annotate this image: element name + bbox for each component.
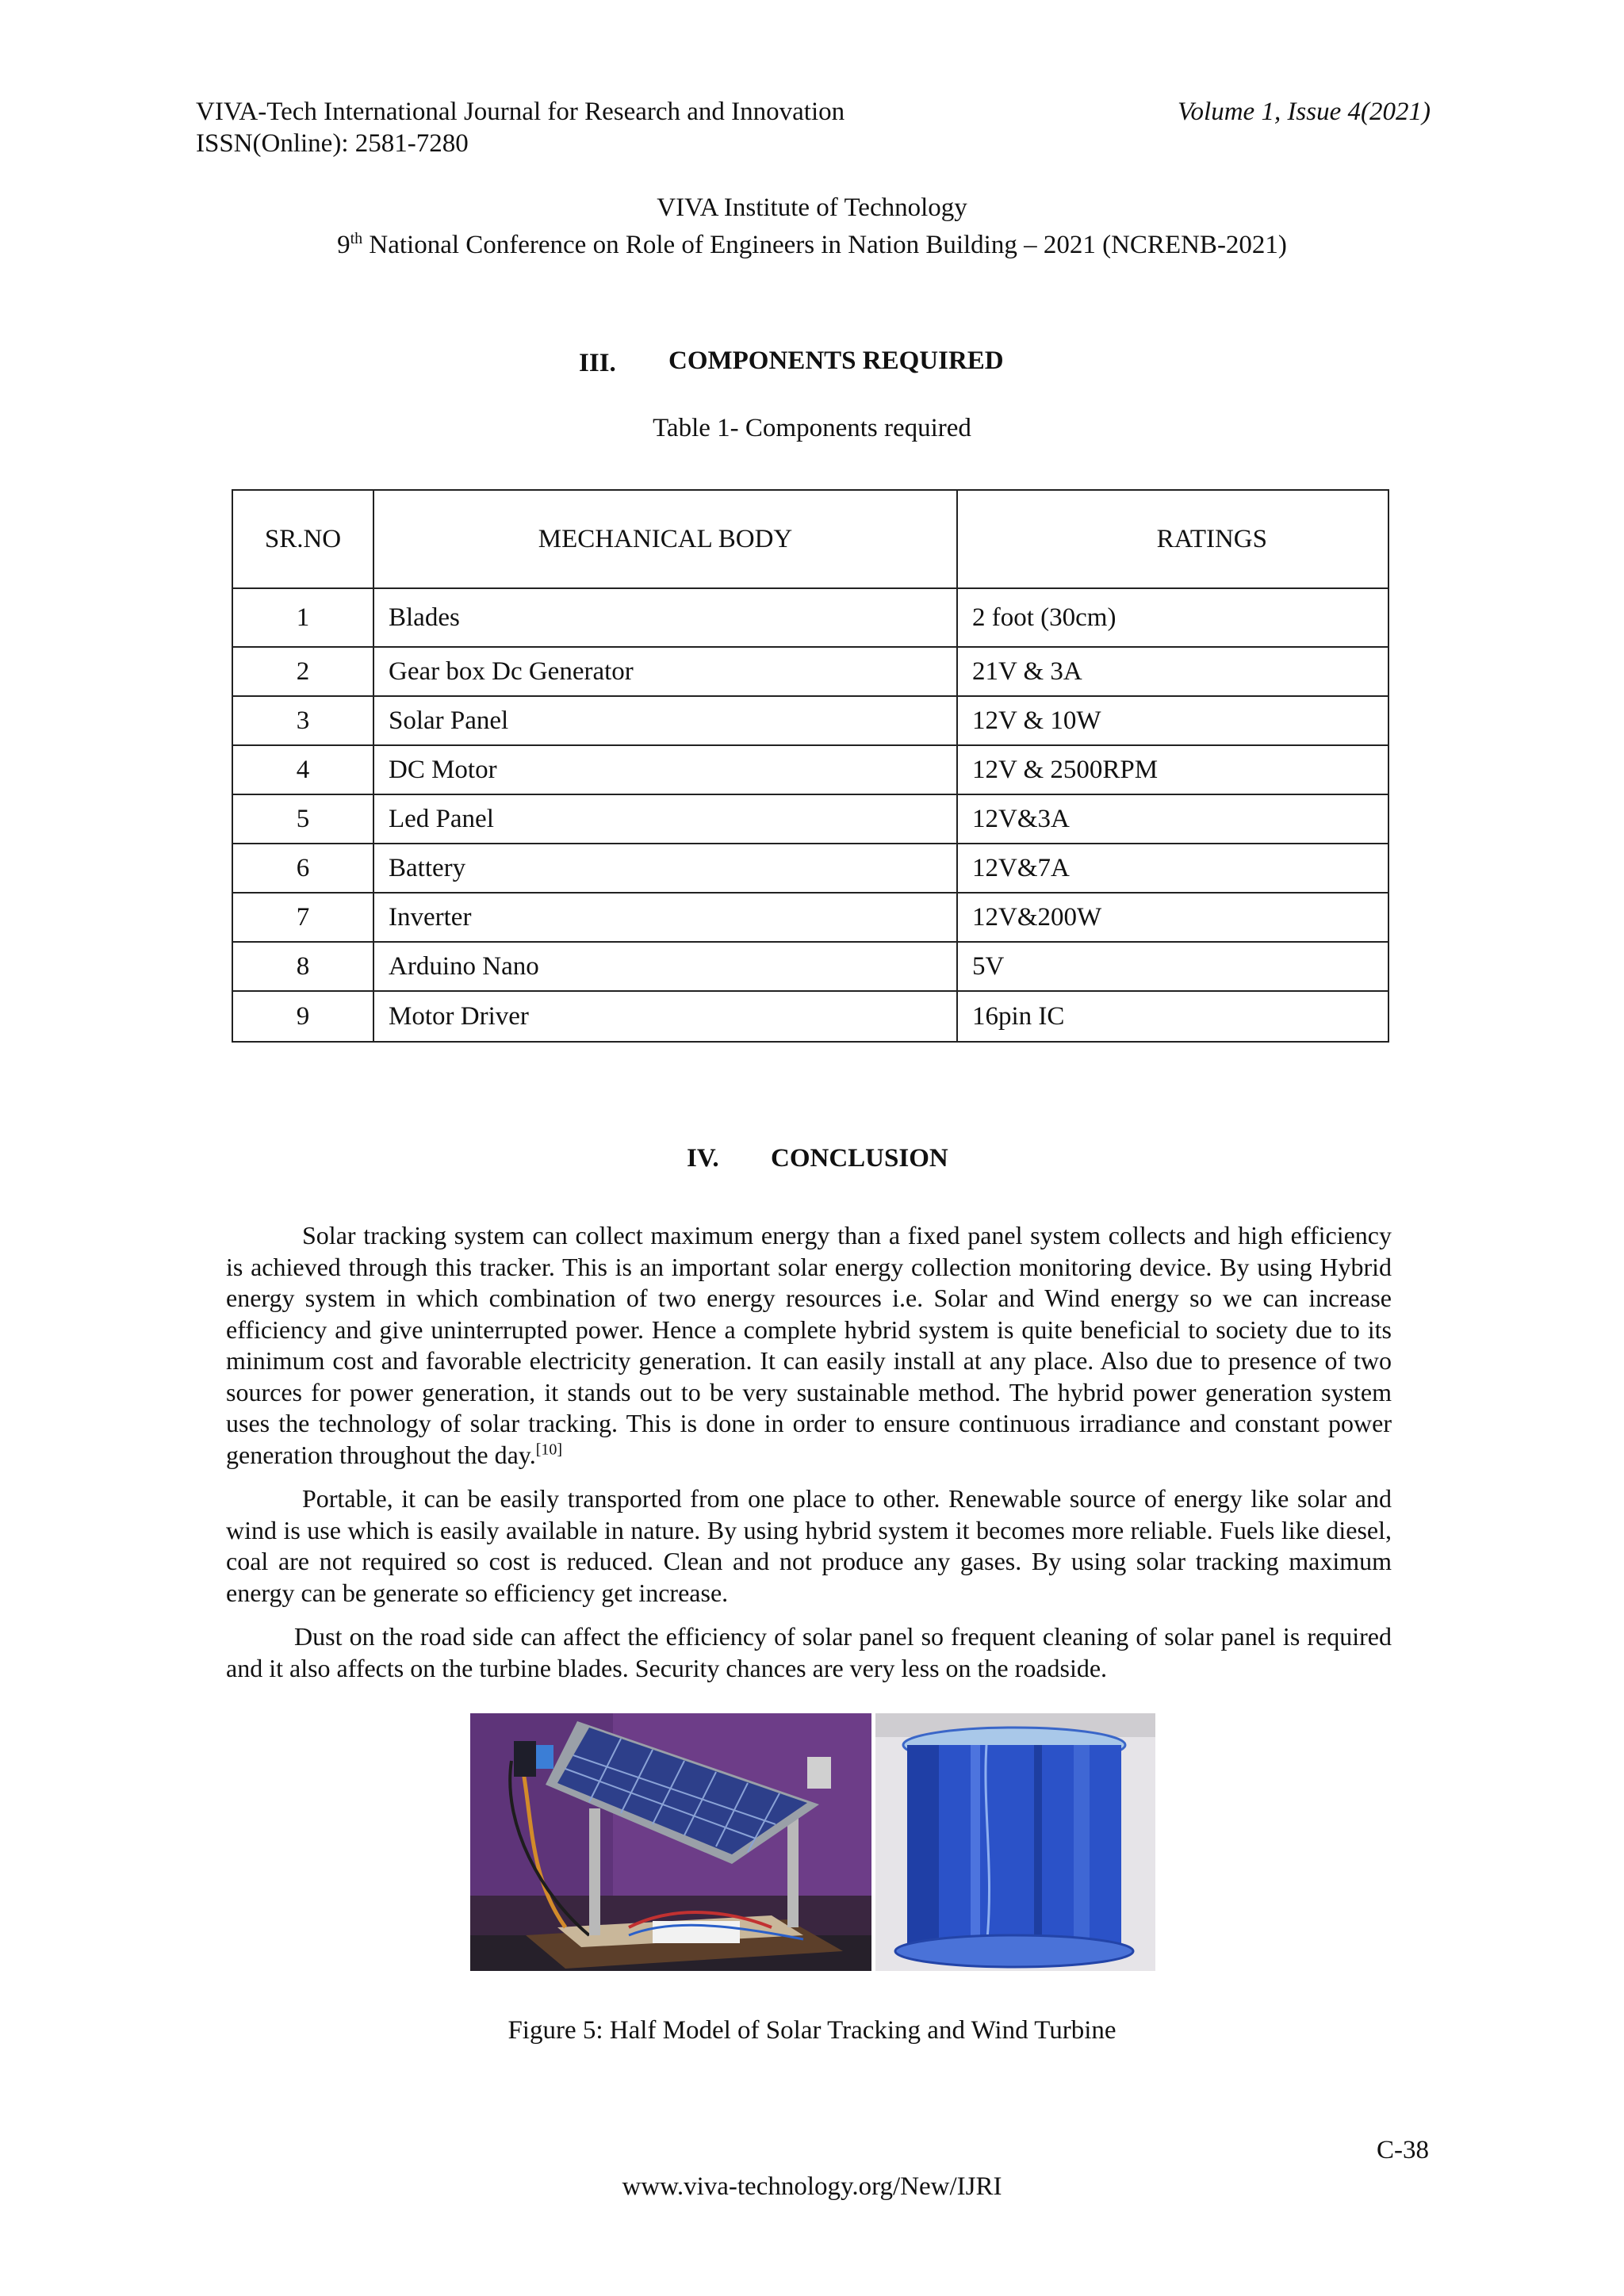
conference-title <box>0 223 1624 261</box>
cell-component: Inverter <box>373 893 957 942</box>
figure-caption: Figure 5: Half Model of Solar Tracking and Wind Turbine <box>508 2016 1116 2045</box>
cell-rating: 12V & 10W <box>957 696 1388 745</box>
cell-component: Motor Driver <box>373 991 957 1042</box>
cell-srno: 5 <box>232 794 373 844</box>
cell-rating: 12V&3A <box>957 794 1388 844</box>
cell-component: Led Panel <box>373 794 957 844</box>
footer-url[interactable]: www.viva-technology.org/New/IJRI <box>622 2172 1002 2201</box>
cell-component: Blades <box>373 588 957 647</box>
cell-srno: 3 <box>232 696 373 745</box>
section-4-title: CONCLUSION <box>771 1144 948 1173</box>
cell-rating: 12V & 2500RPM <box>957 745 1388 794</box>
solar-tracker-illustration <box>470 1713 871 1971</box>
cell-rating: 12V&7A <box>957 844 1388 893</box>
issn: ISSN(Online): 2581-7280 <box>196 129 469 158</box>
table-row <box>232 794 1388 844</box>
cell-rating: 21V & 3A <box>957 647 1388 696</box>
solar-tracker-photo <box>470 1713 871 1971</box>
conclusion-paragraph-1 <box>226 1220 1392 1471</box>
section-3-title: COMPONENTS REQUIRED <box>668 346 1004 375</box>
cell-srno: 6 <box>232 844 373 893</box>
cell-srno: 1 <box>232 588 373 647</box>
table-row <box>232 647 1388 696</box>
journal-title: VIVA-Tech International Journal for Research and Innovation <box>196 98 845 126</box>
table-row <box>232 991 1388 1042</box>
volume-issue: Volume 1, Issue 4(2021) <box>1178 98 1431 126</box>
table-header-row <box>232 490 1388 588</box>
conference-superscript: th <box>350 230 363 247</box>
cell-srno: 9 <box>232 991 373 1042</box>
conference-number: 9 <box>337 231 350 259</box>
cell-rating: 5V <box>957 942 1388 991</box>
conclusion-paragraph-2: Portable, it can be easily transported from one place to other. Renewable source of energy like solar and wind is use which is easily available in nature. By using hybrid system it becomes more reliable. Fuels like diesel, coal are not required so cost is reduced. Clean and not produce any gases. By using solar tracking maximum energy can be generate so efficiency get increase. <box>226 1484 1392 1607</box>
table-row <box>232 745 1388 794</box>
conference-name: National Conference on Role of Engineers in Nation Building – 2021 (NCRENB-2021) <box>362 231 1287 259</box>
section-3-number: III. <box>579 349 616 377</box>
conclusion-paragraph-3: Dust on the road side can affect the efficiency of solar panel so frequent cleaning of solar panel is required and it also affects on the turbine blades. Security chances are very less on the roadside. <box>226 1622 1392 1682</box>
wind-turbine-photo <box>875 1713 1155 1971</box>
cell-rating: 16pin IC <box>957 991 1388 1042</box>
cell-srno: 7 <box>232 893 373 942</box>
section-4-number: IV. <box>687 1144 719 1173</box>
cell-rating: 2 foot (30cm) <box>957 588 1388 647</box>
header-mechanical-body: MECHANICAL BODY <box>373 490 957 588</box>
cell-component: DC Motor <box>373 745 957 794</box>
table-row <box>232 588 1388 647</box>
table-row <box>232 942 1388 991</box>
cell-srno: 2 <box>232 647 373 696</box>
page-number: C-38 <box>1377 2136 1429 2164</box>
cell-component: Solar Panel <box>373 696 957 745</box>
cell-component: Arduino Nano <box>373 942 957 991</box>
cell-srno: 8 <box>232 942 373 991</box>
cell-rating: 12V&200W <box>957 893 1388 942</box>
institute-name: VIVA Institute of Technology <box>657 193 967 222</box>
components-table <box>232 489 1389 1043</box>
cell-component: Gear box Dc Generator <box>373 647 957 696</box>
header-srno: SR.NO <box>232 490 373 588</box>
cell-srno: 4 <box>232 745 373 794</box>
cell-component: Battery <box>373 844 957 893</box>
table-row <box>232 696 1388 745</box>
table-caption: Table 1- Components required <box>653 414 971 442</box>
table-row <box>232 844 1388 893</box>
table-row <box>232 893 1388 942</box>
paragraph-1-text: Solar tracking system can collect maximum energy than a fixed panel system collects and high efficiency is achieved through this tracker. This is an important solar energy collection monitoring device. By using Hybrid energy system in which combination of two energy resources i.e. Solar and Wind energy so we can increase efficiency and give uninterrupted power. Hence a complete hybrid system is quite beneficial to society due to its minimum cost and favorable electricity generation. It can easily install at any place. Also due to presence of two sources for power generation, it stands out to be very sustainable method. The hybrid power generation system uses the technology of solar tracking. This is done in order to ensure continuous irradiance and constant power generation throughout the day. <box>226 1221 1392 1469</box>
citation-ref: [10] <box>535 1440 563 1458</box>
wind-turbine-illustration <box>875 1713 1155 1971</box>
header-ratings: RATINGS <box>957 490 1388 588</box>
